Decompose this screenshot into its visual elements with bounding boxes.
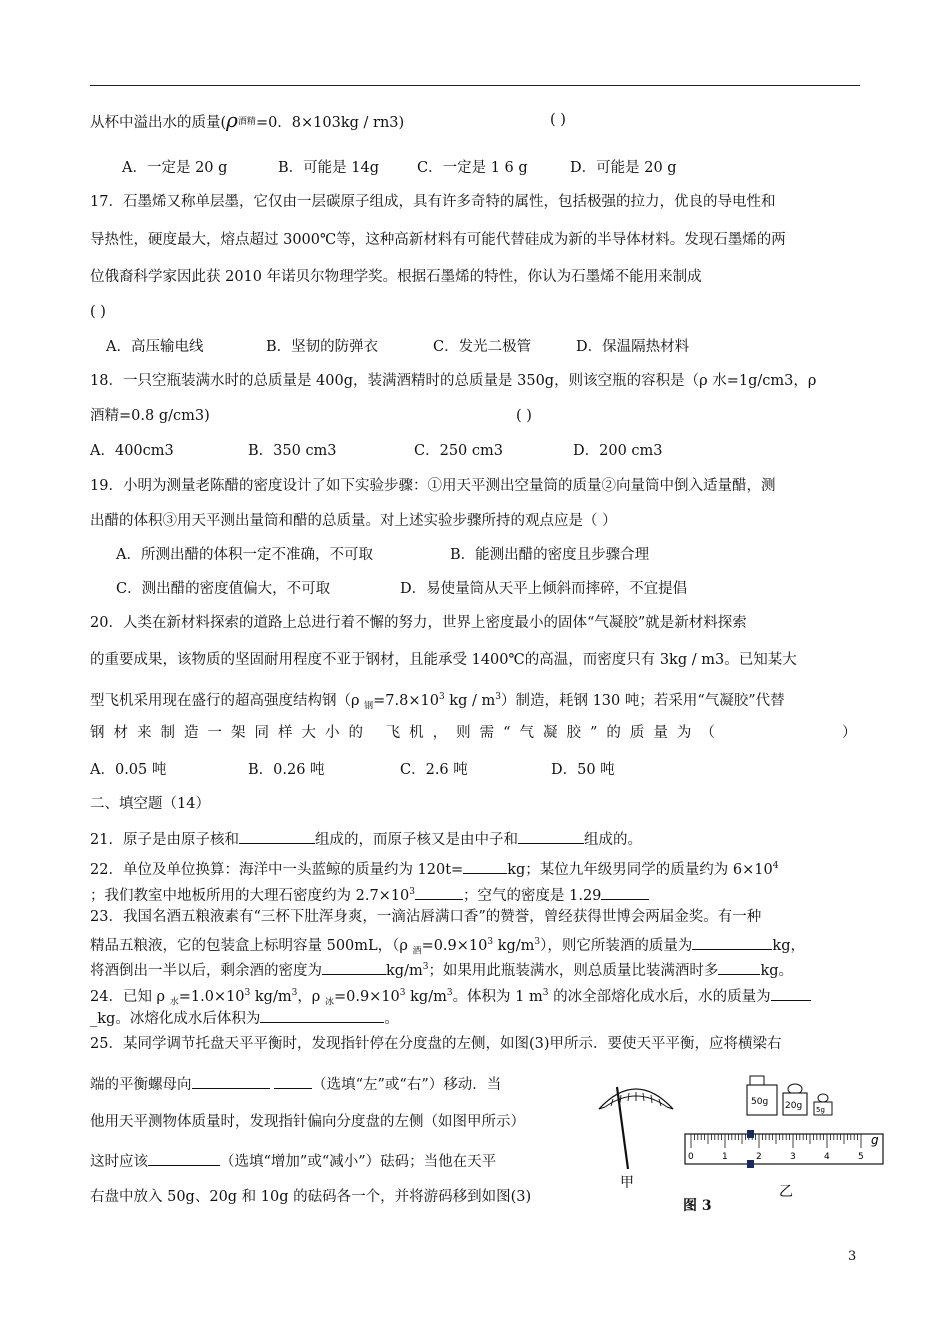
q20-text-b: =7.8×10 bbox=[373, 692, 439, 709]
subscript: 钢 bbox=[364, 701, 374, 712]
q21-line bbox=[90, 829, 862, 850]
weight-5g bbox=[814, 1094, 832, 1115]
answer-bracket: ( ) bbox=[550, 112, 566, 128]
q25-text-d: （选填“增加”或“减小”）砝码；当他在天平 bbox=[220, 1154, 497, 1170]
option-b: B．坚韧的防弹衣 bbox=[266, 339, 379, 355]
q23-text-g: kg/m bbox=[386, 962, 423, 979]
fill-blank[interactable] bbox=[463, 859, 507, 874]
q17-line-3: 位俄裔科学家因此获 2010 年诺贝尔物理学奖。根据石墨烯的特性，你认为石墨烯不能用来制成 bbox=[90, 269, 702, 285]
q23-text-e: kg， bbox=[772, 937, 805, 954]
q24-text-i: _kg。冰熔化成水后体积为 bbox=[90, 1011, 261, 1027]
subscript: 冰 bbox=[324, 997, 334, 1008]
answer-bracket: ( ) bbox=[516, 408, 532, 424]
q23-text-b: =0.9×10 bbox=[421, 937, 488, 954]
fill-blank[interactable] bbox=[192, 1074, 270, 1089]
q24-text-d: ，ρ bbox=[297, 988, 325, 1005]
option-d: D．可能是 20 g bbox=[570, 160, 677, 176]
q25-line-5: 右盘中放入 50g、20g 和 10g 的砝码各一个，并将游码移到如图(3) bbox=[90, 1189, 532, 1205]
superscript: 3 bbox=[542, 988, 549, 998]
superscript: 3 bbox=[534, 937, 541, 947]
option-d: D．保温隔热材料 bbox=[576, 339, 690, 355]
ruler-tick-label: 4 bbox=[824, 1152, 830, 1162]
q25-line-2 bbox=[90, 1074, 590, 1095]
rider-top bbox=[747, 1130, 754, 1138]
fill-blank[interactable] bbox=[260, 1008, 384, 1023]
rho-subscript: 酒精 bbox=[237, 117, 256, 127]
q22-line-1 bbox=[90, 856, 862, 880]
option-c: C．测出醋的密度值偏大，不可取 bbox=[116, 581, 331, 597]
option-d: D．易使量筒从天平上倾斜而摔碎，不宜提倡 bbox=[400, 581, 688, 597]
fill-blank[interactable] bbox=[718, 960, 760, 975]
q20-line-4 bbox=[90, 723, 862, 743]
q24-text-a: 24．已知 ρ bbox=[90, 988, 170, 1005]
superscript: 3 bbox=[438, 692, 445, 702]
q24-text-h: 的冰全部熔化成水后，水的质量为 bbox=[548, 988, 771, 1005]
q17-line-2: 导热性，硬度最大，熔点超过 3000℃等，这种高新材料有可能代替硅成为新的半导体材料。发现石墨烯的两 bbox=[90, 232, 786, 248]
option-d: D．50 吨 bbox=[551, 762, 615, 778]
option-b: B．可能是 14g bbox=[278, 160, 379, 176]
q24-text-j: 。 bbox=[384, 1011, 399, 1027]
superscript: 4 bbox=[772, 861, 779, 871]
rho-symbol: ρ bbox=[226, 108, 238, 132]
weights-ruler-figure bbox=[675, 1072, 887, 1202]
q19-line-1: 19．小明为测量老陈醋的密度设计了如下实验步骤：①用天平测出空量筒的质量②向量筒中倒入适量醋，测 bbox=[90, 478, 776, 494]
q24-text-c: kg/m bbox=[250, 988, 292, 1005]
q20-line-3 bbox=[90, 687, 862, 717]
option-c: C．一定是 1 6 g bbox=[417, 160, 528, 176]
q23-text-f: 将酒倒出一半以后，剩余酒的密度为 bbox=[90, 962, 322, 979]
q24-line-2 bbox=[90, 1008, 862, 1029]
q23-line-1: 23．我国名酒五粮液素有“三杯下肚浑身爽，一滴沾唇满口香”的赞誉，曾经获得世博会两届金奖。有一种 bbox=[90, 909, 762, 925]
option-a: A．高压输电线 bbox=[106, 339, 204, 355]
option-a: A．所测出醋的体积一定不准确，不可取 bbox=[116, 547, 373, 563]
fill-blank[interactable] bbox=[692, 935, 772, 950]
balance-pointer bbox=[617, 1087, 628, 1169]
header-rule bbox=[90, 85, 860, 86]
q20-text-a: 型飞机采用现在盛行的超高强度结构钢（ρ bbox=[90, 692, 365, 709]
balance-dial-figure bbox=[595, 1075, 677, 1191]
superscript: 3 bbox=[422, 962, 429, 972]
label-yi: 乙 bbox=[779, 1184, 793, 1200]
option-b: B．0.26 吨 bbox=[248, 762, 325, 778]
superscript: 3 bbox=[495, 692, 501, 702]
q24-text-f: kg/m bbox=[405, 988, 447, 1005]
q22-text-a: 22．单位及单位换算：海洋中一头蓝鲸的质量约为 120t= bbox=[90, 861, 464, 878]
q17-bracket: ( ) bbox=[90, 304, 106, 320]
q23-text-a: 精品五粮液，它的包装盒上标明容量 500mL，（ρ bbox=[90, 937, 413, 954]
superscript: 3 bbox=[446, 988, 453, 998]
fill-blank[interactable] bbox=[239, 829, 315, 844]
q16-line bbox=[90, 110, 862, 133]
ruler-tick-label: 5 bbox=[858, 1152, 864, 1162]
q21-text-c: 组成的。 bbox=[583, 832, 642, 848]
subscript: 酒 bbox=[412, 946, 422, 957]
fill-blank[interactable] bbox=[771, 986, 811, 1001]
q23-text-c: kg/m bbox=[493, 937, 535, 954]
q22-line-2 bbox=[90, 882, 862, 906]
q23-text-i: kg。 bbox=[760, 962, 794, 979]
q24-text-b: =1.0×10 bbox=[178, 988, 245, 1005]
q16-formula: =0．8×103kg / rn3) bbox=[255, 115, 405, 131]
q18-line-2 bbox=[90, 406, 862, 426]
q23-text-h: ；如果用此瓶装满水，则总质量比装满酒时多 bbox=[428, 962, 719, 979]
option-b: B．350 cm3 bbox=[248, 443, 337, 459]
q22-text-c: ；我们教室中地板所用的大理石密度约为 2.7×10 bbox=[90, 887, 410, 904]
option-a: A．400cm3 bbox=[90, 443, 174, 459]
option-d: D．200 cm3 bbox=[573, 443, 663, 459]
label-jia: 甲 bbox=[620, 1175, 634, 1191]
option-b: B．能测出醋的密度且步骤合理 bbox=[450, 547, 650, 563]
q23-text-d: ），则它所装酒的质量为 bbox=[540, 937, 693, 954]
q25-text-b: （选填“左”或“右”）移动．当 bbox=[312, 1077, 502, 1093]
fill-blank[interactable] bbox=[415, 885, 463, 900]
option-c: C．2.6 吨 bbox=[400, 762, 468, 778]
q21-text-b: 组成的，而原子核又是由中子和 bbox=[314, 832, 518, 848]
q25-line-3: 他用天平测物体质量时，发现指针偏向分度盘的左侧（如图甲所示） bbox=[90, 1114, 525, 1130]
figure-caption: 图 3 bbox=[683, 1198, 712, 1214]
fill-blank[interactable] bbox=[601, 885, 649, 900]
ruler-tick-label: 1 bbox=[722, 1152, 728, 1162]
weight-label: 20g bbox=[785, 1101, 803, 1111]
page-number: 3 bbox=[848, 1249, 857, 1264]
option-a: A．0.05 吨 bbox=[90, 762, 167, 778]
q20-text-d: ）制造，耗钢 130 吨；若采用“气凝胶”代替 bbox=[500, 692, 785, 709]
section-heading: 二、填空题（14） bbox=[90, 796, 210, 812]
q25-text-a: 端的平衡螺母向 bbox=[90, 1077, 192, 1093]
q24-text-g: 。体积为 1 m bbox=[452, 988, 543, 1005]
q17-line-1: 17．石墨烯又称单层墨，它仅由一层碳原子组成，具有许多奇特的属性，包括极强的拉力，优良的导电性和 bbox=[90, 194, 776, 210]
q25-line-1: 25．某同学调节托盘天平平衡时，发现指针停在分度盘的左侧，如图(3)甲所示．要使天平平衡，应将横梁右 bbox=[90, 1036, 782, 1052]
weight-label: 5g bbox=[816, 1106, 825, 1114]
ruler-unit: g bbox=[871, 1133, 879, 1147]
subscript: 水 bbox=[169, 997, 179, 1008]
superscript: 3 bbox=[409, 887, 416, 897]
q25-line-4 bbox=[90, 1151, 590, 1172]
fill-blank[interactable] bbox=[518, 829, 584, 844]
superscript: 3 bbox=[399, 988, 406, 998]
fill-blank[interactable] bbox=[322, 960, 386, 975]
superscript: 3 bbox=[487, 937, 494, 947]
q19-line-2: 出醋的体积③用天平测出量筒和醋的总质量。对上述实验步骤所持的观点应是（ ） bbox=[90, 513, 617, 529]
superscript: 3 bbox=[291, 988, 298, 998]
option-c: C．发光二极管 bbox=[433, 339, 532, 355]
q24-text-e: =0.9×10 bbox=[333, 988, 400, 1005]
q20-text-c: kg / m bbox=[444, 692, 496, 709]
q20-line-1: 20．人类在新材料探索的道路上总进行着不懈的努力，世界上密度最小的固体“气凝胶”就是新材料探索 bbox=[90, 615, 747, 631]
fill-blank[interactable] bbox=[274, 1074, 312, 1089]
ruler-tick-label: 0 bbox=[688, 1152, 694, 1162]
weight-50g bbox=[747, 1076, 777, 1115]
answer-bracket: ） bbox=[842, 725, 857, 741]
q20-text-e: 钢材来制造一架同样大小的 飞机，则需“气凝胶”的质量为（ bbox=[90, 725, 724, 741]
q20-line-2: 的重要成果，该物质的坚固耐用程度不亚于钢材，且能承受 1400℃的高温，而密度只有 3kg / m3。已知某大 bbox=[90, 652, 797, 668]
ruler-tick-label: 2 bbox=[756, 1152, 762, 1162]
q25-text-c: 这时应该 bbox=[90, 1154, 148, 1170]
option-a: A．一定是 20 g bbox=[122, 160, 228, 176]
q21-text-a: 21．原子是由原子核和 bbox=[90, 832, 239, 848]
weight-20g bbox=[783, 1084, 807, 1115]
fill-blank[interactable] bbox=[148, 1151, 220, 1166]
q22-text-b: kg；某位九年级男同学的质量约为 6×10 bbox=[507, 861, 773, 878]
rider-bottom bbox=[747, 1160, 754, 1168]
option-c: C．250 cm3 bbox=[414, 443, 503, 459]
q16-prefix: 从杯中溢出水的质量( bbox=[90, 115, 227, 131]
q18-line-1: 18．一只空瓶装满水时的总质量是 400g，装满酒精时的总质量是 350g，则该空瓶的容积是（ρ 水=1g/cm3，ρ bbox=[90, 373, 817, 389]
q22-text-d: ；空气的密度是 1.29 bbox=[463, 887, 602, 904]
ruler bbox=[685, 1130, 883, 1168]
weight-label: 50g bbox=[751, 1097, 769, 1107]
superscript: 3 bbox=[244, 988, 251, 998]
q23-line-3 bbox=[90, 957, 862, 981]
q18-text: 酒精=0.8 g/cm3) bbox=[90, 408, 210, 424]
ruler-tick-label: 3 bbox=[790, 1152, 796, 1162]
